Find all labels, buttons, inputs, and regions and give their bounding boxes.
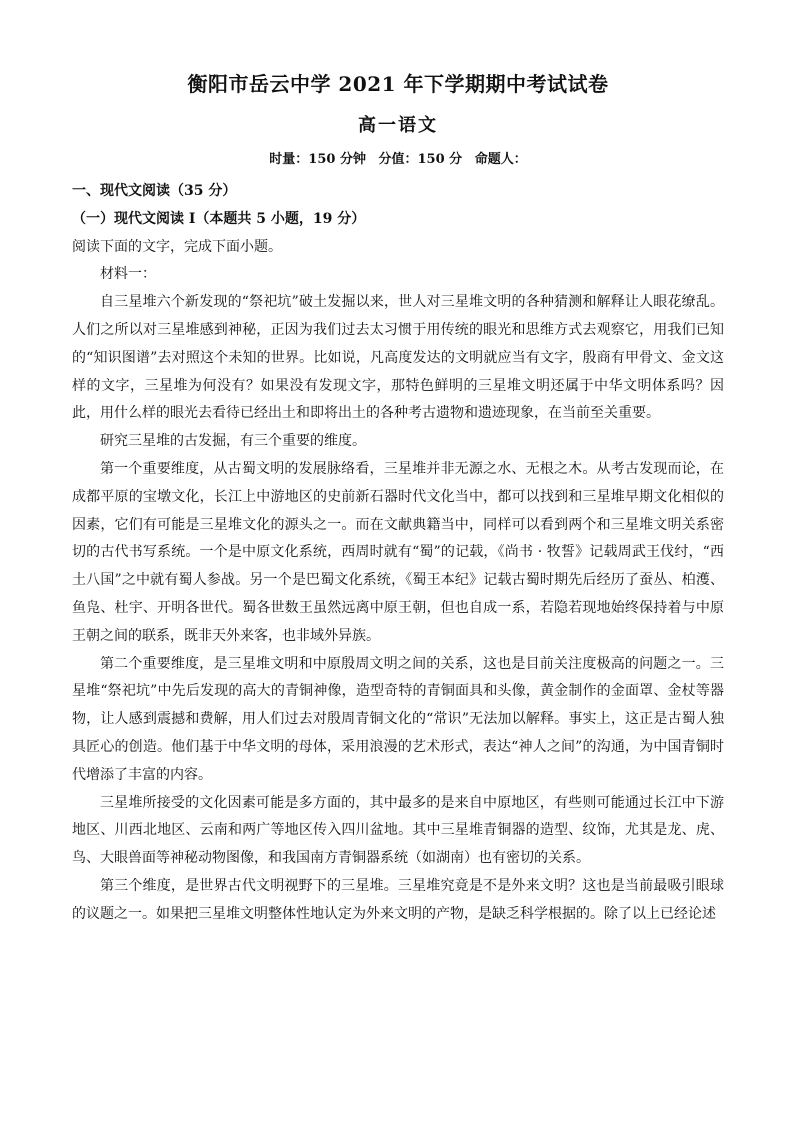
section-heading-reading-one: （一）现代文阅读 I（本题共 5 小题，19 分） <box>72 210 366 227</box>
section-heading-part-one: 一、现代文阅读（35 分） <box>72 183 237 199</box>
paragraph: 第二个重要维度，是三星堆文明和中原殷周文明之间的关系，这也是目前关注度极高的问题之一。三星堆“祭祀坑”中先后发现的高大的青铜神像，造型奇特的青铜面具和头像，黄金制作的金面罩、金杖等器物，让人感到震撼和费解，用人们过去对殷周青铜文化的“常识”无法加以解释。事实上，这正是古蜀人独具匠心的创造。他们基于中华文明的母体，采用浪漫的艺术形式，表达“神人之间”的沟通，为中国青铜时代增添了丰富的内容。 <box>72 655 724 783</box>
instruction-text: 阅读下面的文字，完成下面小题。 <box>72 238 282 255</box>
paragraph: 第三个维度，是世界古代文明视野下的三星堆。三星堆究竟是不是外来文明？这也是当前最吸引眼球的议题之一。如果把三星堆文明整体性地认定为外来文明的产物，是缺乏科学根据的。除了以上已经论述 <box>72 877 724 922</box>
material-label: 材料一： <box>100 266 156 283</box>
exam-author: 命题人： <box>474 152 527 167</box>
paragraph: 三星堆所接受的文化因素可能是多方面的，其中最多的是来自中原地区，有些则可能通过长江中下游地区、川西北地区、云南和两广等地区传入四川盆地。其中三星堆青铜器的造型、纹饰，尤其是龙、虎、鸟、大眼兽面等神秘动物图像，和我国南方青铜器系统（如湖南）也有密切的关系。 <box>72 794 724 867</box>
exam-time: 时量：150 分钟 <box>269 152 366 167</box>
exam-body <box>72 178 724 929</box>
paragraph: 第一个重要维度，从古蜀文明的发展脉络看，三星堆并非无源之水、无根之木。从考古发现而论，在成都平原的宝墩文化，长江上中游地区的史前新石器时代文化当中，都可以找到和三星堆早期文化相似的因素，它们有可能是三星堆文化的源头之一。而在文献典籍当中，同样可以看到两个和三星堆文明关系密切的古代书写系统。一个是中原文化系统，西周时就有“蜀”的记载，《尚书 · 牧誓》记载周武王伐纣，“西土八国”之中就有蜀人参战。另一个是巴蜀文化系统，《蜀王本纪》记载古蜀时期先后经历了蚕丛、柏濩、鱼凫、杜宇、开明各世代。蜀各世数王虽然远离中原王朝，但也自成一系，若隐若现地始终保持着与中原王朝之间的联系，既非天外来客，也非域外异族。 <box>72 460 724 644</box>
paragraph: 自三星堆六个新发现的“祭祀坑”破土发掘以来，世人对三星堆文明的各种猜测和解释让人眼花缭乱。人们之所以对三星堆感到神秘，正因为我们过去太习惯于用传统的眼光和思维方式去观察它，用我们已知的“知识图谱”去对照这个未知的世界。比如说，凡高度发达的文明就应当有文字，殷商有甲骨文、金文这样的文字，三星堆为何没有？如果没有发现文字，那特色鲜明的三星堆文明还属于中华文明体系吗？因此，用什么样的眼光去看待已经出土和即将出土的各种考古遗物和遗迹现象，在当前至关重要。 <box>72 294 724 422</box>
exam-meta <box>72 150 724 170</box>
exam-title: 衡阳市岳云中学 2021 年下学期期中考试试卷 <box>187 72 609 96</box>
exam-score: 分值：150 分 <box>378 152 463 167</box>
paragraph: 研究三星堆的古发掘，有三个重要的维度。 <box>100 433 366 450</box>
exam-subject: 高一语文 <box>358 115 438 136</box>
